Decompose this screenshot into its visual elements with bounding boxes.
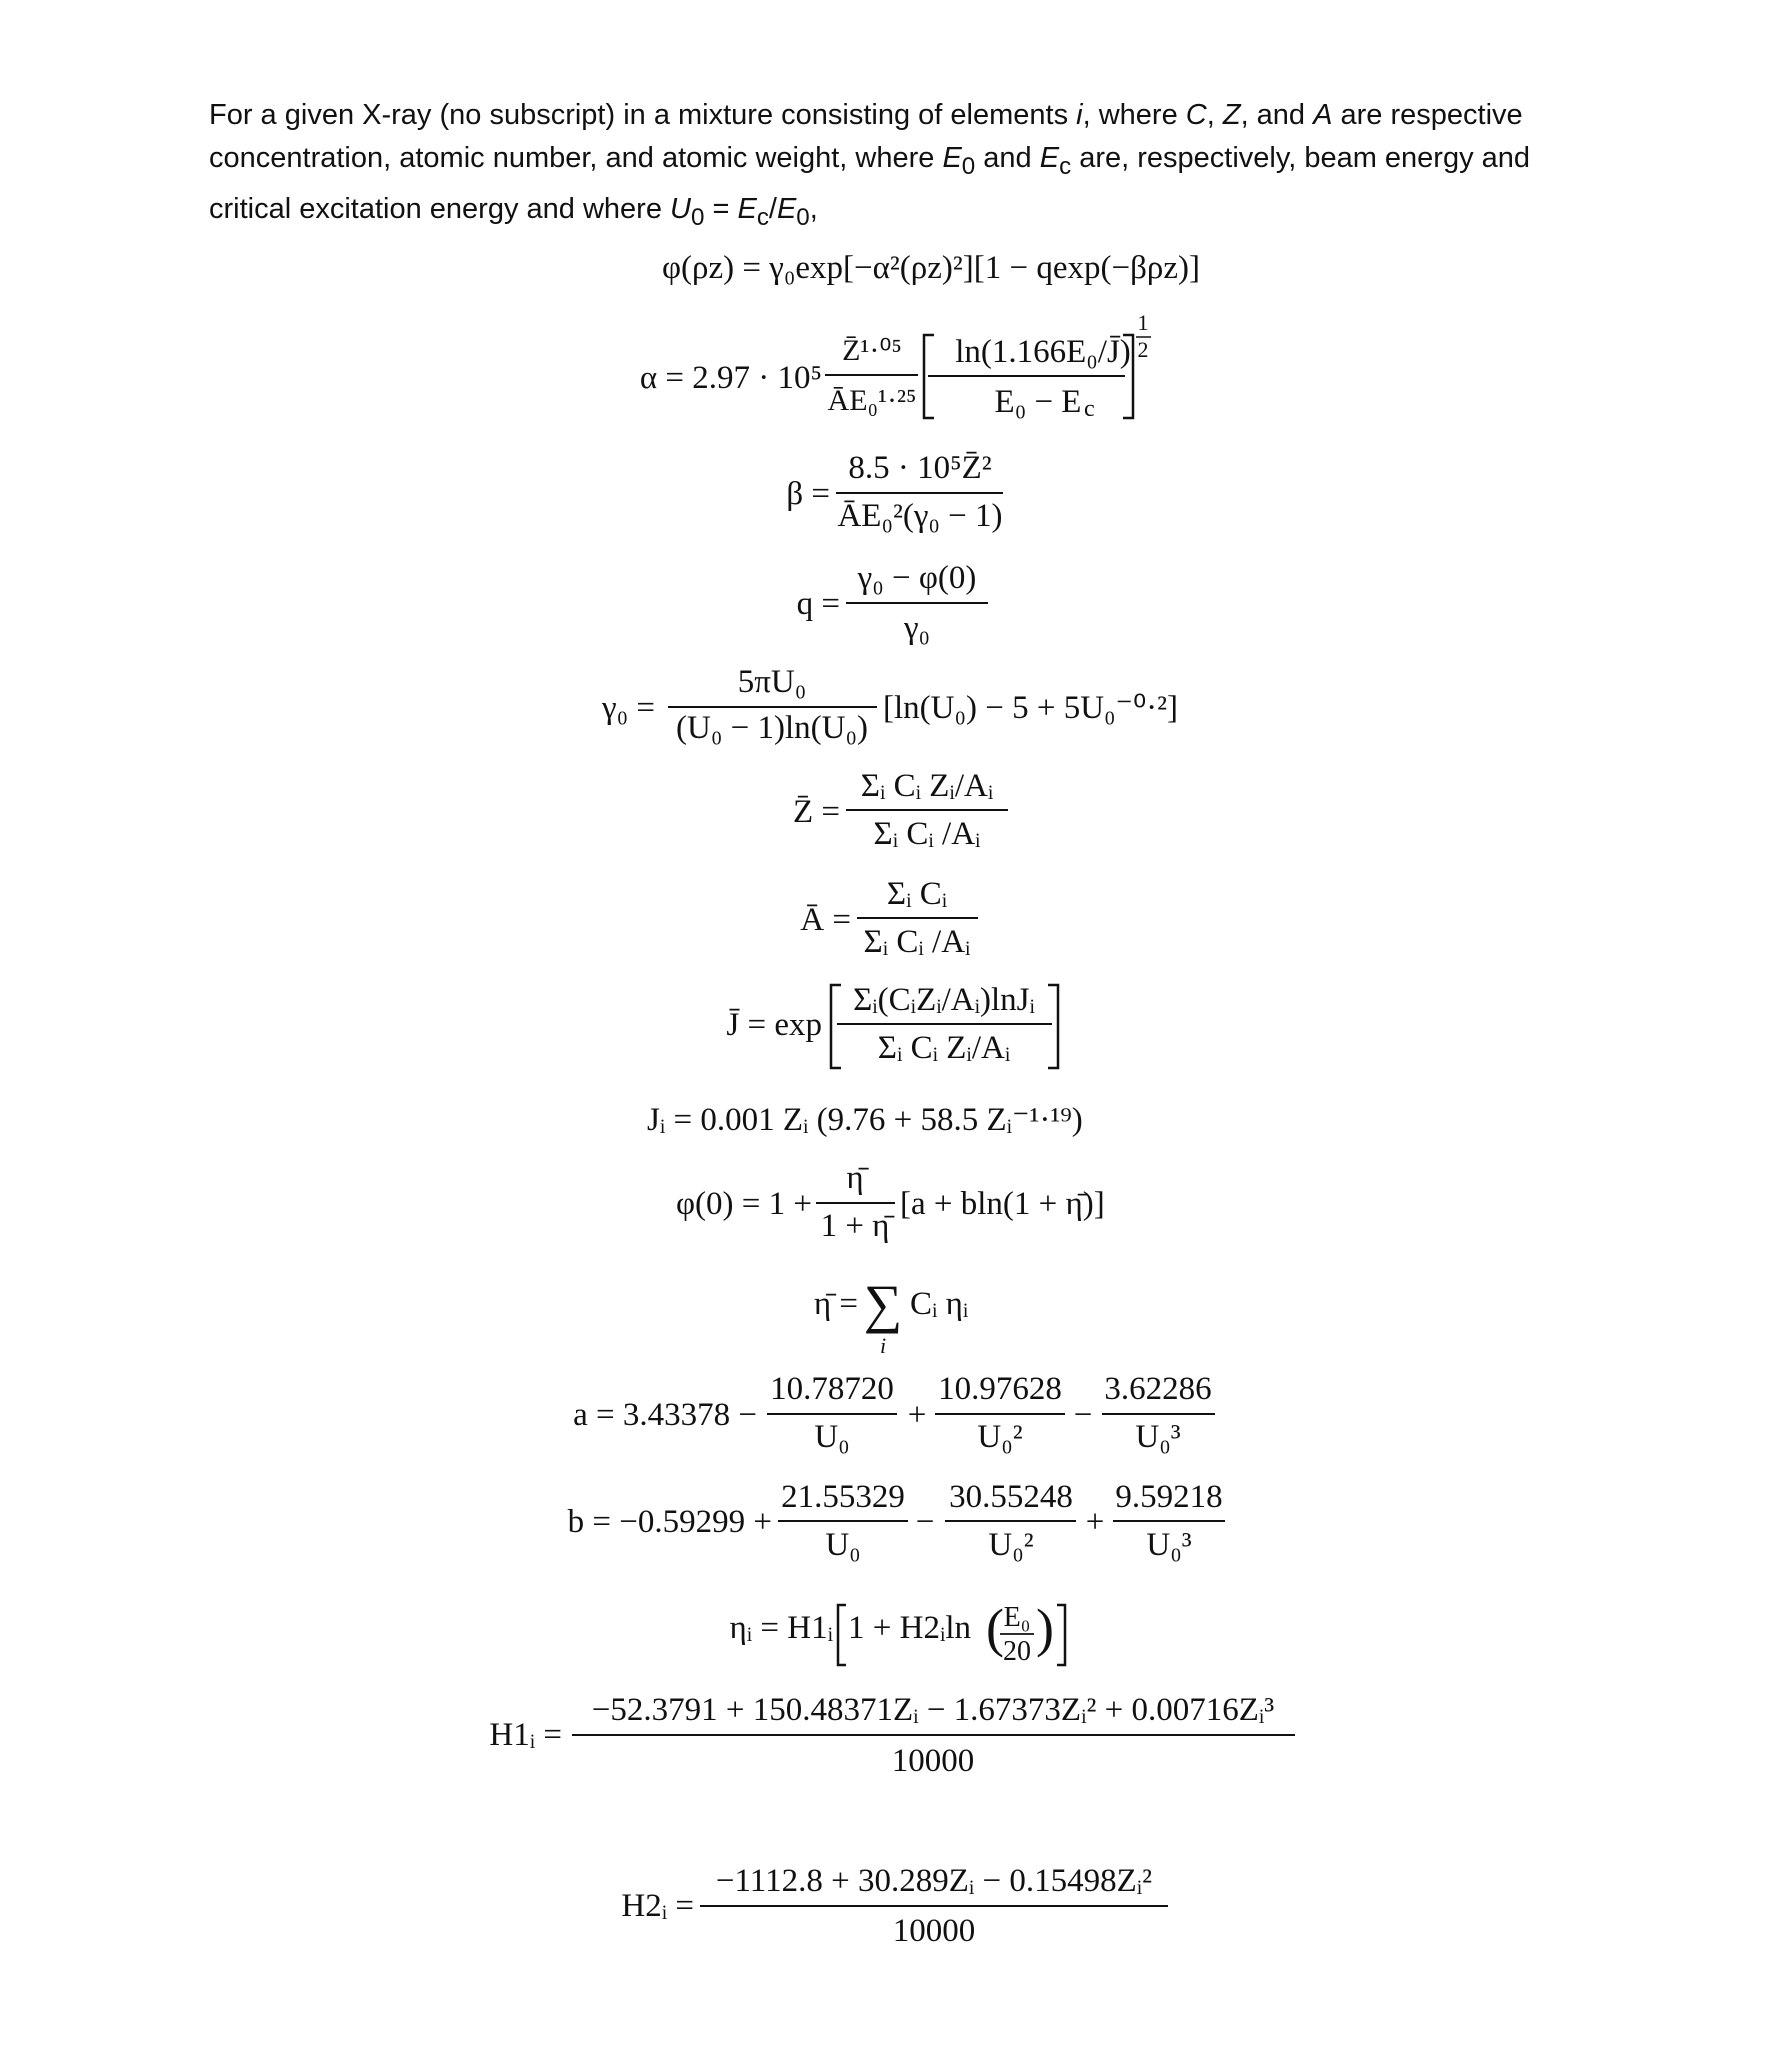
intro-text: , and bbox=[1240, 99, 1314, 131]
var-c: C bbox=[1185, 99, 1207, 131]
intro-text: For a given X-ray (no subscript) in a mixture consisting of elements bbox=[209, 99, 1077, 131]
eq-beta-den: ĀE₀²(γ₀ − 1) bbox=[837, 498, 1003, 534]
eq-alpha-exp-den: 2 bbox=[1137, 337, 1149, 362]
intro-text: are respective concentration, atomic number, and atomic weight, where bbox=[209, 99, 1523, 174]
eq-jbar-den: Σᵢ Cᵢ Zᵢ/Aᵢ bbox=[877, 1030, 1011, 1066]
eq-eta-lhs: ηᵢ = H1ᵢ bbox=[729, 1610, 833, 1646]
intro-text: , bbox=[809, 192, 818, 225]
eq-h1-num: −52.3791 + 150.48371Zᵢ − 1.67373Zᵢ² + 0.00716Zᵢ³ bbox=[591, 1692, 1275, 1728]
eq-etabar-sub: i bbox=[879, 1333, 887, 1358]
eq-abar-den: Σᵢ Cᵢ /Aᵢ bbox=[863, 924, 971, 960]
left-paren: ( bbox=[986, 1598, 1004, 1658]
eq-zbar-num: Σᵢ Cᵢ Zᵢ/Aᵢ bbox=[860, 768, 994, 804]
eq-alpha-lhs: α = 2.97 · 10⁵ bbox=[639, 360, 822, 396]
eq-h1-den: 10000 bbox=[891, 1743, 975, 1779]
eq-alpha-num: Z̄¹·⁰⁵ bbox=[842, 334, 902, 367]
eq-h2-den: 10000 bbox=[892, 1913, 976, 1949]
eq-a-den2: U₀² bbox=[977, 1419, 1023, 1455]
eq-b-lhs: b = −0.59299 + bbox=[567, 1504, 772, 1540]
eq-zbar-lhs: Z̄ = bbox=[792, 794, 840, 830]
sub-0: 0 bbox=[690, 203, 705, 231]
eq-b-den3: U₀³ bbox=[1146, 1527, 1192, 1563]
intro-text: = bbox=[704, 192, 738, 225]
eq-a-den1: U₀ bbox=[814, 1419, 850, 1455]
var-a: A bbox=[1313, 99, 1333, 131]
eq-phi0-lhs: φ(0) = 1 + bbox=[676, 1186, 812, 1222]
eq-gamma-rhs: [ln(U₀) − 5 + 5U₀⁻⁰·²] bbox=[883, 690, 1179, 726]
eq-b-den2: U₀² bbox=[988, 1527, 1034, 1563]
eq-gamma-lhs: γ₀ = bbox=[602, 690, 655, 726]
eq-abar-num: Σᵢ Cᵢ bbox=[886, 876, 948, 912]
eq-b-num3: 9.59218 bbox=[1115, 1479, 1223, 1515]
eq-b-op1: − bbox=[915, 1504, 935, 1540]
eq-etabar-rhs: Cᵢ ηᵢ bbox=[910, 1286, 969, 1322]
intro-text: and bbox=[975, 142, 1040, 174]
eq-ji: Jᵢ = 0.001 Zᵢ (9.76 + 58.5 Zᵢ⁻¹·¹⁹) bbox=[647, 1102, 1083, 1138]
eq-b-num2: 30.55248 bbox=[949, 1479, 1073, 1515]
eq-phi-rhoz: φ(ρz) = γ₀exp[−α²(ρz)²][1 − qexp(−βρz)] bbox=[662, 250, 1200, 286]
eq-a-op1: + bbox=[907, 1397, 927, 1433]
var-e0: E bbox=[776, 192, 797, 225]
intro-text: , where bbox=[1082, 99, 1186, 131]
eq-phi0-rhs: [a + bln(1 + η̄)] bbox=[900, 1186, 1105, 1222]
right-bracket bbox=[1057, 1605, 1065, 1665]
eq-q-den: γ₀ bbox=[903, 610, 931, 646]
intro-text: , bbox=[1206, 99, 1223, 131]
left-bracket bbox=[831, 985, 841, 1068]
sub-c: c bbox=[756, 203, 769, 231]
sub-c: c bbox=[1059, 152, 1072, 180]
eq-q-lhs: q = bbox=[796, 586, 840, 622]
var-ec: E bbox=[737, 192, 757, 225]
left-bracket bbox=[838, 1605, 846, 1665]
eq-a-num3: 3.62286 bbox=[1104, 1371, 1212, 1407]
eq-beta-lhs: β = bbox=[786, 476, 830, 512]
eq-a-op2: − bbox=[1073, 1397, 1093, 1433]
eq-q-num: γ₀ − φ(0) bbox=[857, 560, 977, 596]
eq-gamma-den: (U₀ − 1)ln(U₀) bbox=[676, 710, 868, 746]
eq-phi0-den: 1 + η̄ bbox=[820, 1208, 890, 1244]
var-ec: E bbox=[1039, 142, 1060, 174]
eq-b-den1: U₀ bbox=[825, 1527, 861, 1563]
eq-jbar-lhs: J̄ = exp bbox=[726, 1007, 822, 1043]
eq-a-num1: 10.78720 bbox=[770, 1371, 894, 1407]
eq-h2-lhs: H2ᵢ = bbox=[621, 1888, 694, 1924]
eq-etabar-lhs: η̄ = bbox=[813, 1286, 858, 1322]
eq-beta-num: 8.5 · 10⁵Z̄² bbox=[848, 450, 992, 486]
eq-alpha-bracket-den: E₀ − E bbox=[994, 384, 1082, 420]
eq-a-lhs: a = 3.43378 − bbox=[573, 1397, 757, 1433]
eq-eta-frac-den: 20 bbox=[1003, 1636, 1031, 1667]
right-bracket bbox=[1048, 985, 1058, 1068]
eq-h2-num: −1112.8 + 30.289Zᵢ − 0.15498Zᵢ² bbox=[715, 1863, 1153, 1899]
eq-b-op2: + bbox=[1085, 1504, 1105, 1540]
eq-h1-lhs: H1ᵢ = bbox=[489, 1717, 562, 1753]
eq-a-den3: U₀³ bbox=[1135, 1419, 1181, 1455]
eq-eta-frac-num: E₀ bbox=[1003, 1602, 1031, 1633]
eq-jbar-num: Σᵢ(CᵢZᵢ/Aᵢ)lnJᵢ bbox=[853, 982, 1035, 1018]
var-i: i bbox=[1076, 99, 1083, 131]
right-paren: ) bbox=[1036, 1598, 1054, 1658]
eq-gamma-num: 5πU₀ bbox=[737, 664, 807, 700]
intro-text: are, respectively, beam energy and critical excitation energy and where bbox=[209, 142, 1531, 225]
eq-alpha-exp-num: 1 bbox=[1137, 310, 1149, 335]
eq-zbar-den: Σᵢ Cᵢ /Aᵢ bbox=[873, 816, 981, 852]
eq-alpha-bracket-num: ln(1.166E₀/J̄) bbox=[955, 334, 1131, 370]
eq-eta-mid: 1 + H2ᵢln bbox=[848, 1610, 972, 1646]
sub-0: 0 bbox=[961, 152, 976, 180]
sub-0: 0 bbox=[796, 203, 810, 231]
eq-abar-lhs: Ā = bbox=[800, 902, 851, 938]
var-z: Z bbox=[1222, 99, 1241, 131]
var-u0: U bbox=[670, 192, 691, 225]
eq-a-num2: 10.97628 bbox=[938, 1371, 1062, 1407]
intro-text: / bbox=[768, 192, 777, 225]
var-e0: E bbox=[942, 142, 962, 174]
eq-alpha-bracket-den-sub: c bbox=[1084, 396, 1095, 422]
eq-phi0-num: η̄ bbox=[846, 1160, 864, 1196]
eq-b-num1: 21.55329 bbox=[781, 1479, 905, 1515]
eq-alpha-den: ĀE₀¹·²⁵ bbox=[827, 384, 917, 417]
sum-symbol: ∑ bbox=[863, 1274, 903, 1334]
